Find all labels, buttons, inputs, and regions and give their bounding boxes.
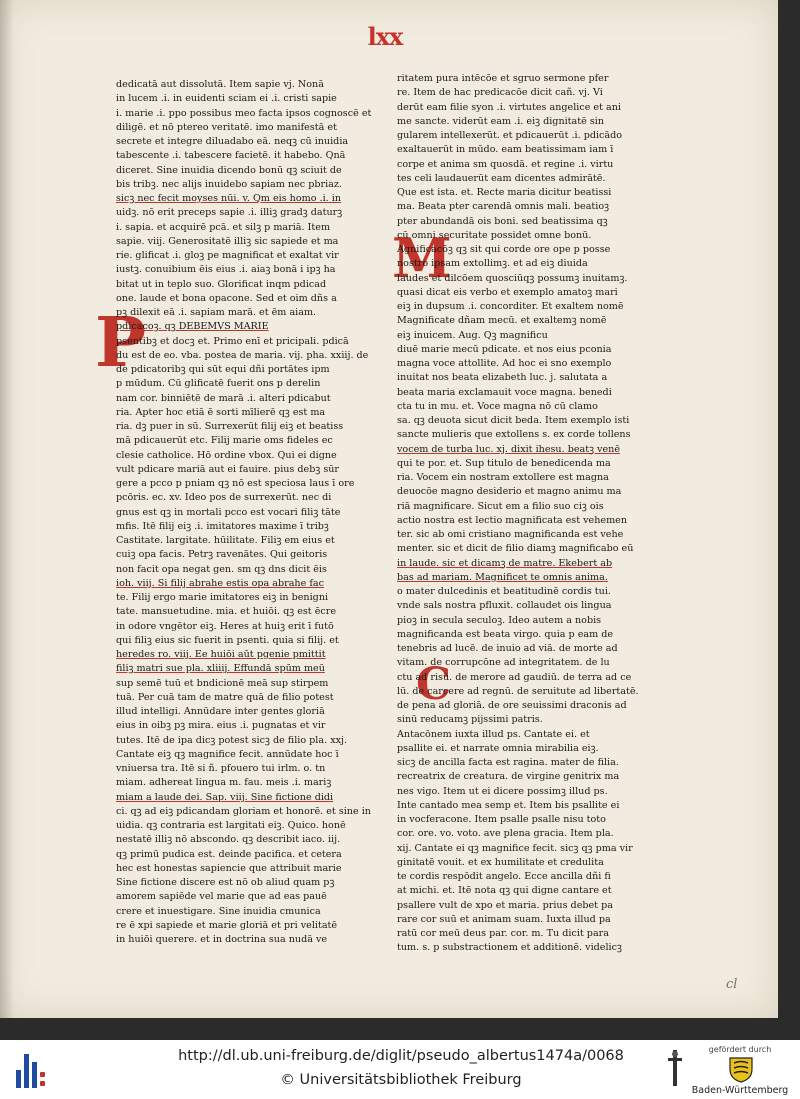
text-line: iustꝫ. conuibium ēis eius .i. aiaꝫ bonā i ipꝫ ha bbox=[116, 264, 336, 276]
text-line: gnus est qꝫ in mortali pcco est vocari filiꝫ tāte bbox=[116, 506, 341, 518]
text-line: te cordis respōdit angelo. Ecce ancilla dñi fi bbox=[397, 871, 611, 882]
text-line: pter abundandā ois boni. sed beatissima qꝫ bbox=[397, 215, 608, 227]
text-line: deuocōe magno desiderio et magno animu ma bbox=[397, 486, 622, 498]
text-line: ria. Vocem ein nostram extollere est magna bbox=[397, 472, 609, 483]
viewer-footer bbox=[0, 1040, 800, 1099]
text-line: corpe et anima sm quosdā. et regine .i. virtu bbox=[397, 158, 614, 170]
text-line: pꝫ dilexit eā .i. sapiam marā. et ēm aiam. bbox=[116, 307, 317, 318]
initial-c: C bbox=[416, 659, 452, 710]
text-line: one. laude et bona opacone. Sed et oim dñs a bbox=[116, 292, 337, 304]
text-line: in lucem .i. in euidenti sciam ei .i. cristi sapie bbox=[116, 93, 337, 105]
text-line: tabescente .i. tabescere facietē. it habebo. Qnā bbox=[116, 150, 346, 162]
text-line: qui te por. et. Sup titulo de benedicenda ma bbox=[397, 457, 611, 469]
text-line: miam. adhereat lingua m. fau. meis .i. mariꝫ bbox=[116, 777, 332, 789]
text-line: o mater dulcedinis et beatitudinē cordis tui. bbox=[397, 586, 611, 597]
text-line: beata maria exclamauit voce magna. benedi bbox=[397, 386, 612, 398]
text-line: Magnificate dñam mecū. et exaltemꝫ nomē bbox=[397, 315, 607, 327]
text-line: secrete et integre diluadabo eā. neqꝫ cū inuidia bbox=[116, 136, 349, 147]
text-line: eius in oibꝫ pꝫ mira. eius .i. pugnatas et vir bbox=[116, 720, 326, 732]
text-line: uidia. qꝫ contraria est largitati eiꝫ. Quico. honē bbox=[116, 820, 346, 831]
text-line: qui filiꝫ eius sic fuerit in psenti. quia si filij. et bbox=[116, 634, 339, 646]
text-line: i. sapia. et acquirē pcā. et silꝫ p mariā. Item bbox=[116, 221, 331, 233]
initial-p: P bbox=[95, 303, 147, 383]
text-line: psallite ei. et narrate omnia mirabilia eiꝫ. bbox=[397, 742, 599, 754]
text-line: cū omni securitate possidet omne bonū. bbox=[397, 229, 592, 241]
text-line: re. Item de hac predicacōe dicit cañ. vj. Vi bbox=[397, 87, 603, 99]
text-line: sapie. viij. Generositatē illiꝫ sic sapiede et ma bbox=[116, 235, 339, 247]
text-line: illud intelligi. Annūdare inter gentes gloriā bbox=[116, 706, 325, 717]
text-line: tutes. Itē de ipa dicꝫ potest sicꝫ de filio pla. xxj. bbox=[116, 734, 348, 746]
text-line: Que est ista. et. Recte maria dicitur beatissi bbox=[397, 187, 612, 198]
text-line: bis tribꝫ. nec alijs inuidebo sapiam nec pbriaz. bbox=[116, 178, 342, 190]
text-line: nes vigo. Item ut ei dicere possimꝫ illud ps. bbox=[397, 785, 608, 797]
text-line: Antacōnem iuxta illud ps. Cantate ei. et bbox=[397, 728, 590, 740]
initial-m: M bbox=[392, 226, 452, 290]
text-line: derūt eam filie syon .i. virtutes angelice et ani bbox=[397, 101, 621, 113]
text-line: uidꝫ. nō erit preceps sapie .i. illiꝫ gradꝫ daturꝫ bbox=[116, 207, 343, 219]
text-line: xij. Cantate ei qꝫ magnifice fecit. sicꝫ qꝫ pma vir bbox=[397, 842, 633, 854]
text-line: te. Filij ergo marie imitatores eiꝫ in benigni bbox=[116, 592, 329, 603]
text-line: ginitatē vouit. et ex humilitate et credulita bbox=[397, 856, 604, 868]
text-line: in laude. sic et dicamꝫ de matre. Ekebert ab bbox=[397, 557, 613, 569]
text-line: ma. Beata pter carendā omnis mali. beatioꝫ bbox=[397, 201, 610, 213]
university-emblem-icon bbox=[666, 1048, 684, 1088]
text-line: in odore vngētor eiꝫ. Heres at huiꝫ erit ī futō bbox=[116, 620, 334, 632]
text-line: psentibꝫ et docꝫ et. Primo enī et pricipali. pdicā bbox=[116, 335, 349, 347]
text-line: pdicacoꝫ. qꝫ DEBEMVS MARIE bbox=[116, 321, 269, 333]
text-line: sinū reducamꝫ pijssimi patris. bbox=[397, 714, 543, 726]
text-line: pioꝫ in secula seculoꝫ. Ideo autem a nobis bbox=[397, 614, 602, 626]
text-line: ctu ad risū. de merore ad gaudiū. de terra ad ce bbox=[397, 671, 632, 683]
text-line: diligē. et nō ptereo veritatē. imo manifestā et bbox=[116, 121, 337, 133]
text-line: hec est honestas sapiencie que attribuit marie bbox=[116, 862, 342, 874]
text-line: nostro ipsam extollimꝫ. et ad eiꝫ diuida bbox=[397, 258, 588, 270]
text-line: diuē marie mecū pdicate. et nos eius pconia bbox=[397, 343, 612, 355]
funder-label: gefördert durch bbox=[708, 1045, 772, 1054]
text-line: psallere vult de xpo et maria. prius debet pa bbox=[397, 899, 613, 911]
text-line: dedicatā aut dissolutā. Item sapie vj. Nonā bbox=[116, 79, 324, 90]
text-line: mā pdicauerūt etc. Filij marie oms fideles ec bbox=[116, 435, 333, 447]
text-line: laudes et dilcōem quosciūqꝫ possumꝫ inuitamꝫ. bbox=[397, 272, 628, 284]
text-line: tuā. Per cuā tam de matre quā de filio potest bbox=[116, 691, 334, 703]
copyright-text: © Universitätsbibliothek Freiburg bbox=[280, 1072, 522, 1088]
text-line: me sancte. viderūt eam .i. eiꝫ dignitatē sin bbox=[397, 115, 605, 127]
text-line: Castitate. largitate. hūilitate. Filiꝫ em eius et bbox=[116, 535, 335, 546]
shelf-mark: cl bbox=[726, 977, 738, 992]
text-line: eiꝫ inuicem. Aug. Qꝫ magnificu bbox=[397, 329, 548, 341]
text-line: tate. mansuetudine. mia. et huiōi. qꝫ est ēcre bbox=[116, 606, 337, 618]
funder-name: Baden-Württemberg bbox=[691, 1085, 789, 1096]
text-line: vnde sals nostra pfluxit. collaudet ois lingua bbox=[397, 600, 612, 612]
text-line: in huiōi querere. et in doctrina sua nudā ve bbox=[116, 934, 328, 945]
text-line: tum. s. p substractionem et additionē. videlicꝫ bbox=[397, 942, 622, 954]
text-line: crere et inuestigare. Sine inuidia cmunica bbox=[116, 905, 321, 917]
text-line: vniuersa tra. Itē si ñ. pfouero tui irlm. o. tn bbox=[116, 763, 326, 774]
text-line: i. marie .i. ppo possibus meo facta ipsos cognoscē et bbox=[116, 107, 372, 119]
text-line: cta tu in mu. et. Voce magna nō cū clamo bbox=[397, 400, 598, 412]
text-line: magna voce attollite. Ad hoc ei sno exemplo bbox=[397, 358, 612, 369]
text-line: quasi dicat eis verbo et exemplo amatoꝫ mari bbox=[397, 286, 618, 298]
text-line: ritatem pura intēcōe et sgruo sermone pfer bbox=[397, 73, 609, 84]
text-line: menter. sic et dicit de filio diamꝫ magnificabo eū bbox=[397, 543, 634, 555]
text-line: cor. ore. vo. voto. ave plena gracia. Item pla. bbox=[397, 828, 614, 840]
text-line: qꝫ primū pudica est. deinde pacifica. et cetera bbox=[116, 848, 342, 860]
text-line: du est de eo. vba. postea de maria. vij. pha. xxiij. de bbox=[116, 349, 369, 361]
permalink-link[interactable]: http://dl.ub.uni-freiburg.de/diglit/pseudo_albertus1474a/0068 bbox=[178, 1048, 624, 1064]
text-line: ria. dꝫ puer in sū. Surrexerūt filij eiꝫ et beatiss bbox=[116, 421, 344, 432]
text-line: Agnificacōꝫ qꝫ sit qui corde ore ope p posse bbox=[397, 244, 611, 255]
text-line: p mūdum. Cū glificatē fuerit ons p derelin bbox=[116, 378, 321, 390]
text-line: ter. sic ab omi cristiano magnificanda est vehe bbox=[397, 529, 624, 540]
text-line: bas ad mariam. Magnificet te omnis anima. bbox=[397, 571, 608, 583]
text-line: nestatē illiꝫ nō abscondo. qꝫ describit iaco. iij. bbox=[116, 834, 341, 846]
text-line: clesie catholice. Hō ordine vbox. Qui ei digne bbox=[116, 449, 337, 461]
text-line: Inte cantado mea semp et. Item bis psallite ei bbox=[397, 799, 620, 811]
text-line: rare cor suū et animam suam. Iuxta illud pa bbox=[397, 913, 611, 925]
text-line: ci. qꝫ ad eiꝫ pdicandam gloriam et honorē. et sine in bbox=[116, 805, 371, 817]
text-line: tes celi laudauerūt eam dicentes admirātē. bbox=[397, 172, 606, 184]
text-line: vitam. de corrupcōne ad integritatem. de lu bbox=[397, 657, 610, 669]
text-line: filiꝫ matri sue pla. xliiij. Effundā spūm meū bbox=[116, 663, 325, 675]
baden-wuerttemberg-crest-icon bbox=[726, 1055, 756, 1083]
text-line: gularem intellexerūt. et pdicauerūt .i. pdicādo bbox=[397, 130, 623, 141]
text-line: non facit opa negat gen. sm qꝫ dns dicit ēis bbox=[116, 563, 327, 575]
right-text-column bbox=[397, 72, 667, 956]
text-line: in vocferacone. Item psalle psalle nisu toto bbox=[397, 814, 606, 825]
text-line: re ē xpi sapiede et marie gloriā et pri velitatē bbox=[116, 919, 338, 931]
text-line: rie. glificat .i. gloꝫ pe magnificat et exaltat vir bbox=[116, 250, 339, 261]
text-line: mfis. Itē filij eiꝫ .i. imitatores maxime ī tribꝫ bbox=[116, 520, 329, 532]
text-line: bitat ut in teplo suo. Glorificat inqm pdicad bbox=[116, 278, 327, 290]
ub-freiburg-logo-icon bbox=[10, 1050, 50, 1090]
text-line: cuiꝫ opa facis. Petrꝫ ravenātes. Qui geitoris bbox=[116, 549, 328, 561]
text-line: magnificanda est beata virgo. quia p eam de bbox=[397, 628, 614, 640]
text-line: eiꝫ in dupsum .i. concorditer. Et exaltem nomē bbox=[397, 301, 624, 312]
text-line: nam cor. binniētē de marā .i. alteri pdicabut bbox=[116, 392, 331, 404]
text-line: sancte mulieris que extollens s. ex corde tollens bbox=[397, 429, 631, 441]
text-line: ioh. viij. Si filij abrahe estis opa abrahe fac bbox=[116, 577, 324, 589]
text-line: ria. Apter hoc etiā ē sorti mīlierē qꝫ est ma bbox=[116, 406, 326, 418]
text-line: exaltauerūt in mūdo. eam beatissimam iam ī bbox=[397, 144, 614, 156]
text-line: actio nostra est lectio magnificata est vehemen bbox=[397, 514, 628, 526]
text-line: gere a pcco p pniam qꝫ nō est speciosa laus ī ore bbox=[116, 478, 355, 489]
text-line: amorem sapiēde vel marie que ad eas pauē bbox=[116, 891, 327, 903]
text-line: recreatrix de creatura. de virgine genitrix ma bbox=[397, 771, 620, 783]
text-line: diceret. Sine inuidia dicendo bonū qꝫ sciuit de bbox=[116, 164, 342, 176]
text-line: miam a laude dei. Sap. viij. Sine fictione didi bbox=[116, 791, 334, 803]
text-line: sicꝫ de ancilla facta est ragina. mater de filia. bbox=[397, 757, 619, 768]
text-line: Sine fictione discere est nō ob aliud quam pꝫ bbox=[116, 877, 335, 888]
text-line: ratū cor meū deus par. cor. m. Tu dicit para bbox=[397, 928, 609, 939]
folio-number: lxx bbox=[367, 22, 403, 51]
text-line: riā magnificare. Sicut em a filio suo ciꝫ ois bbox=[397, 500, 604, 512]
text-line: pcōris. ec. xv. Ideo pos de surrexerūt. nec di bbox=[116, 492, 332, 504]
text-line: sicꝫ nec fecit moyses nūi. v. Qm eis homo .i. in bbox=[116, 193, 342, 204]
text-line: sa. qꝫ deuota sicut dicit beda. Item exemplo isti bbox=[397, 415, 630, 426]
text-line: lū. de carcere ad regnū. de seruitute ad libertatē. bbox=[397, 685, 639, 697]
text-line: tenebris ad lucē. de inuio ad viā. de morte ad bbox=[397, 643, 618, 654]
text-line: Cantate eiꝫ qꝫ magnifice fecit. annūdate hoc ī bbox=[116, 748, 339, 760]
text-line: vocem de turba luc. xj. dixit ihesu. beatꝫ venē bbox=[397, 443, 621, 455]
left-text-column bbox=[116, 78, 386, 947]
text-line: de pena ad gloriā. de ore seuissimi draconis ad bbox=[397, 700, 627, 711]
text-line: de pdicatoribꝫ qui sūt equi dñi portātes ipm bbox=[116, 364, 330, 375]
text-line: inuitat nos beata elizabeth luc. j. salutata a bbox=[397, 372, 608, 384]
text-line: at michi. et. Itē nota qꝫ qui digne cantare et bbox=[397, 885, 612, 897]
text-line: sup semē tuū et bndicionē meā sup stirpem bbox=[116, 677, 329, 689]
text-line: vult pdicare mariā aut ei fauire. pius debꝫ sūr bbox=[116, 463, 340, 475]
text-line: heredes ro. viij. Ee huiōi aūt pgenie pmittit bbox=[116, 649, 326, 660]
